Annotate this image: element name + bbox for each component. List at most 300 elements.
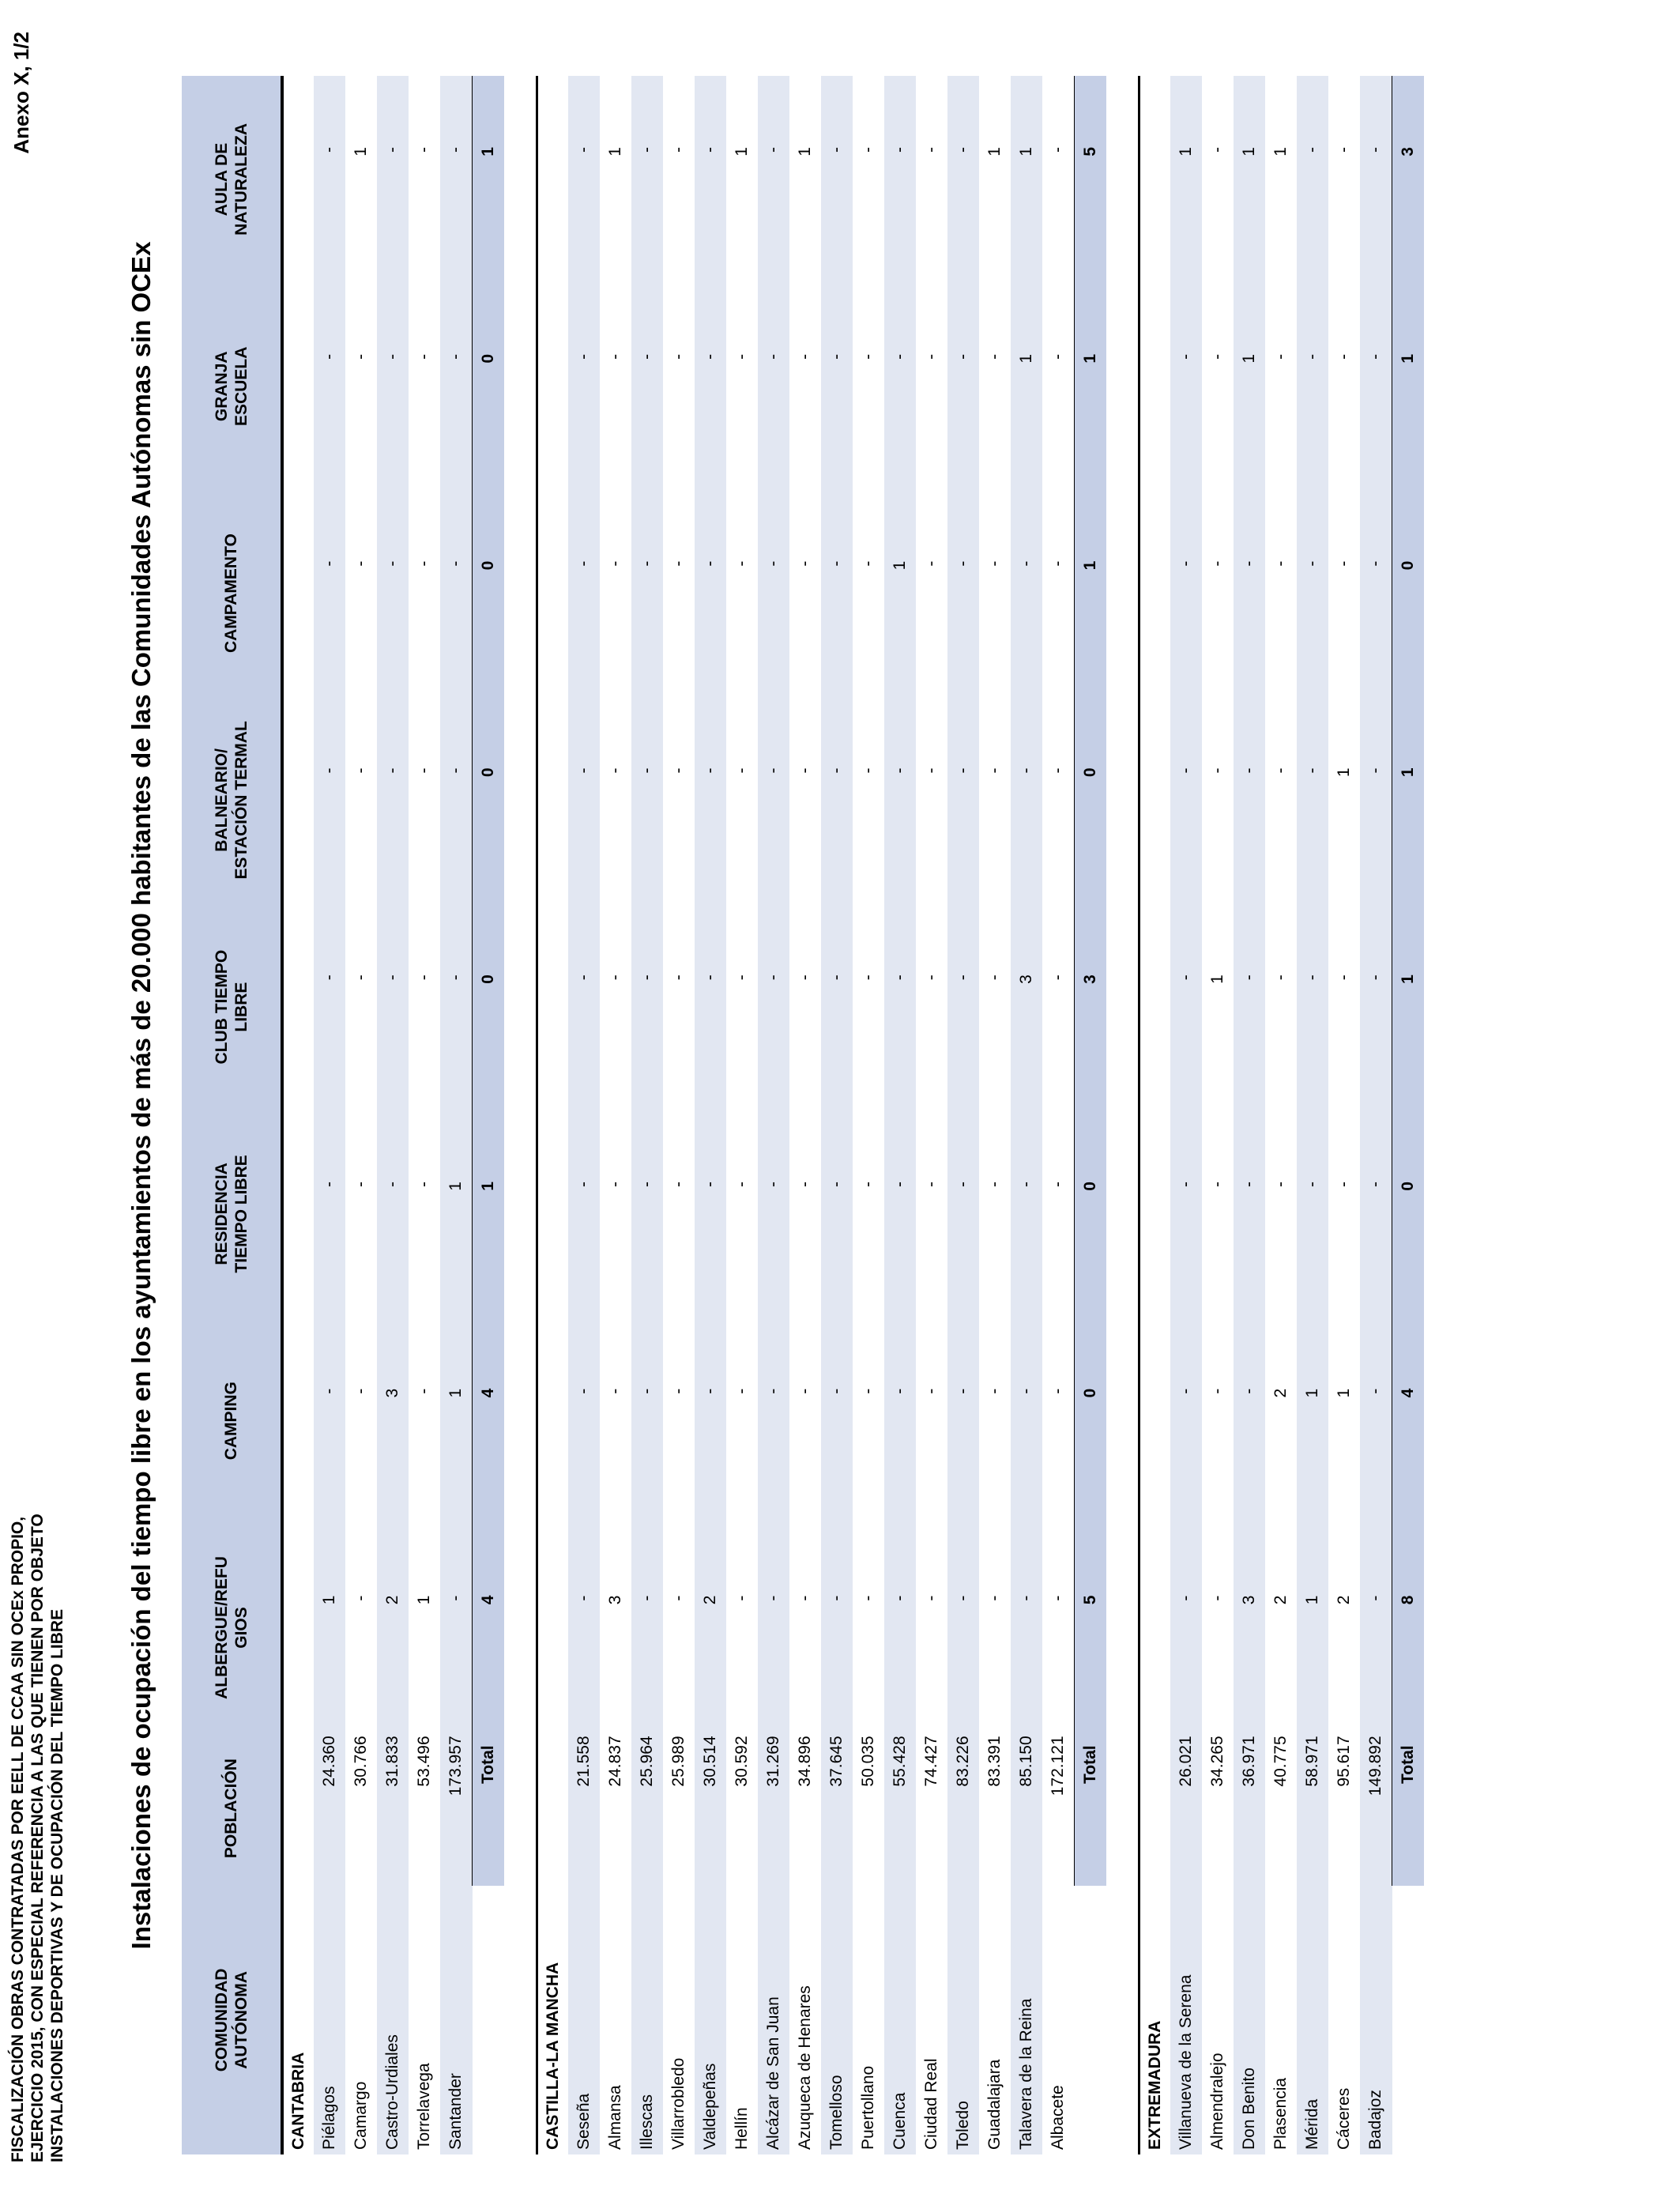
count-cell: - bbox=[922, 147, 940, 153]
count-cell: - bbox=[352, 560, 370, 567]
total-cell: 4 bbox=[473, 1525, 505, 1732]
count-cell: 1 bbox=[440, 1110, 473, 1318]
municipality-name: Guadalajara bbox=[985, 2059, 1004, 2150]
header-line: FISCALIZACIÓN OBRAS CONTRATADAS POR EELL DE CCAA SIN OCEx PROPIO, bbox=[9, 1516, 27, 2162]
count-cell: - bbox=[985, 1182, 1004, 1188]
count-cell: - bbox=[1170, 1318, 1202, 1525]
count-cell: 1 bbox=[1297, 1525, 1328, 1732]
total-cell: 0 bbox=[1392, 1110, 1425, 1318]
table-row bbox=[789, 76, 821, 2154]
count-cell: - bbox=[1360, 1525, 1392, 1732]
population-cell: 24.837 bbox=[606, 1736, 624, 1787]
header-camping: CAMPING bbox=[182, 1318, 282, 1525]
count-cell: - bbox=[947, 696, 979, 903]
count-cell: - bbox=[1271, 767, 1290, 774]
count-cell: - bbox=[1234, 696, 1265, 903]
count-cell: - bbox=[377, 696, 409, 903]
municipality-name: Albacete bbox=[1049, 2085, 1068, 2150]
count-cell: 2 bbox=[377, 1525, 409, 1732]
count-cell: - bbox=[606, 767, 624, 774]
count-cell: 1 bbox=[796, 147, 814, 156]
count-cell: - bbox=[1297, 903, 1328, 1110]
total-cell: 0 bbox=[1392, 490, 1425, 697]
count-cell: - bbox=[669, 1388, 687, 1394]
count-cell: - bbox=[758, 903, 789, 1110]
table-row bbox=[345, 76, 377, 2154]
count-cell: - bbox=[377, 903, 409, 1110]
municipality-name: Santander bbox=[440, 1886, 473, 2154]
count-cell: - bbox=[821, 1525, 853, 1732]
count-cell: - bbox=[1208, 767, 1226, 774]
count-cell: - bbox=[884, 1525, 916, 1732]
population-cell: 26.021 bbox=[1170, 1731, 1202, 1885]
count-cell: - bbox=[1234, 1110, 1265, 1318]
count-cell: 1 bbox=[1297, 1318, 1328, 1525]
count-cell: 3 bbox=[1011, 903, 1042, 1110]
spacer-row bbox=[1106, 76, 1139, 2154]
municipality-name: Plasencia bbox=[1271, 2077, 1290, 2150]
population-cell: 21.558 bbox=[568, 1731, 600, 1885]
count-cell: - bbox=[821, 1318, 853, 1525]
count-cell: - bbox=[821, 283, 853, 490]
count-cell: - bbox=[695, 490, 726, 697]
count-cell: 1 bbox=[1011, 76, 1042, 283]
municipality-name: Almansa bbox=[606, 2085, 624, 2150]
count-cell: - bbox=[631, 696, 663, 903]
count-cell: - bbox=[985, 1595, 1004, 1601]
count-cell: - bbox=[1049, 1182, 1067, 1188]
table-row bbox=[821, 76, 853, 2154]
count-cell: - bbox=[947, 1318, 979, 1525]
population-cell: 83.226 bbox=[947, 1731, 979, 1885]
count-cell: - bbox=[352, 767, 370, 774]
count-cell: - bbox=[606, 974, 624, 981]
count-cell: 2 bbox=[1271, 1595, 1290, 1605]
table-row bbox=[979, 76, 1011, 2154]
total-cell: 1 bbox=[1075, 490, 1107, 697]
count-cell: - bbox=[377, 283, 409, 490]
count-cell: - bbox=[947, 76, 979, 283]
header-aula: AULA DE NATURALEZA bbox=[182, 76, 282, 283]
header-albergue: ALBERGUE/REFU GIOS bbox=[182, 1525, 282, 1732]
count-cell: - bbox=[669, 767, 687, 774]
count-cell: - bbox=[733, 1595, 751, 1601]
count-cell: - bbox=[985, 974, 1004, 981]
count-cell: - bbox=[1360, 1110, 1392, 1318]
count-cell: - bbox=[568, 490, 600, 697]
count-cell: - bbox=[415, 1388, 433, 1394]
count-cell: 1 bbox=[606, 147, 624, 156]
table-row bbox=[695, 76, 726, 2154]
count-cell: - bbox=[859, 1388, 877, 1394]
header-club: CLUB TIEMPO LIBRE bbox=[182, 903, 282, 1110]
count-cell: - bbox=[859, 767, 877, 774]
count-cell: - bbox=[985, 1388, 1004, 1394]
count-cell: 1 bbox=[1234, 76, 1265, 283]
municipality-name: Talavera de la Reina bbox=[1011, 1886, 1042, 2154]
population-cell: 149.892 bbox=[1360, 1731, 1392, 1885]
population-cell: 30.514 bbox=[695, 1731, 726, 1885]
count-cell: - bbox=[947, 283, 979, 490]
count-cell: - bbox=[947, 1110, 979, 1318]
count-cell: - bbox=[796, 974, 814, 981]
count-cell: - bbox=[695, 1110, 726, 1318]
count-cell: - bbox=[859, 974, 877, 981]
count-cell: - bbox=[1271, 560, 1290, 567]
count-cell: - bbox=[796, 1182, 814, 1188]
count-cell: - bbox=[1335, 147, 1353, 153]
count-cell: - bbox=[859, 147, 877, 153]
table-row bbox=[1170, 76, 1202, 2154]
count-cell: - bbox=[985, 353, 1004, 360]
municipality-name: Castro-Urdiales bbox=[377, 1886, 409, 2154]
count-cell: - bbox=[352, 1595, 370, 1601]
table-row bbox=[726, 76, 758, 2154]
count-cell: 1 bbox=[1011, 283, 1042, 490]
count-cell: - bbox=[922, 1388, 940, 1394]
municipality-name: Villanueva de la Serena bbox=[1170, 1886, 1202, 2154]
count-cell: - bbox=[884, 903, 916, 1110]
table-row bbox=[1328, 76, 1360, 2154]
population-cell: 25.964 bbox=[631, 1731, 663, 1885]
total-row bbox=[1075, 76, 1107, 2154]
count-cell: - bbox=[1360, 283, 1392, 490]
population-cell: 173.957 bbox=[440, 1731, 473, 1885]
table-row bbox=[409, 76, 440, 2154]
count-cell: - bbox=[631, 283, 663, 490]
total-row bbox=[1392, 76, 1425, 2154]
header-line: EJERCICIO 2015, CON ESPECIAL REFERENCIA A LAS QUE TIENEN POR OBJETO bbox=[28, 1514, 47, 2162]
count-cell: - bbox=[440, 490, 473, 697]
count-cell: - bbox=[695, 283, 726, 490]
count-cell: - bbox=[352, 1182, 370, 1188]
header-ca: COMUNIDAD AUTÓNOMA bbox=[182, 1886, 282, 2154]
count-cell: - bbox=[758, 696, 789, 903]
count-cell: - bbox=[796, 353, 814, 360]
population-cell: 34.896 bbox=[796, 1736, 814, 1787]
table-row bbox=[1265, 76, 1297, 2154]
region-row bbox=[282, 76, 314, 2154]
spacer-row bbox=[504, 76, 537, 2154]
count-cell: 3 bbox=[606, 1595, 624, 1605]
count-cell: - bbox=[947, 1525, 979, 1732]
count-cell: - bbox=[758, 283, 789, 490]
count-cell: - bbox=[922, 767, 940, 774]
count-cell: - bbox=[1297, 283, 1328, 490]
population-cell: 30.592 bbox=[733, 1736, 751, 1787]
region-row bbox=[537, 76, 569, 2154]
table-row bbox=[884, 76, 916, 2154]
total-cell: 0 bbox=[1075, 1318, 1107, 1525]
count-cell: - bbox=[922, 1595, 940, 1601]
count-cell: - bbox=[1049, 1388, 1067, 1394]
count-cell: - bbox=[884, 76, 916, 283]
count-cell: - bbox=[606, 353, 624, 360]
count-cell: - bbox=[1297, 1110, 1328, 1318]
count-cell: - bbox=[695, 76, 726, 283]
population-cell: 55.428 bbox=[884, 1731, 916, 1885]
municipality-name: Seseña bbox=[568, 1886, 600, 2154]
region-row bbox=[1139, 76, 1171, 2154]
count-cell: 1 bbox=[440, 1318, 473, 1525]
table-row bbox=[1202, 76, 1234, 2154]
table-row bbox=[631, 76, 663, 2154]
population-cell: 30.766 bbox=[352, 1736, 370, 1787]
count-cell: - bbox=[1335, 560, 1353, 567]
count-cell: - bbox=[314, 490, 345, 697]
region-name: CANTABRIA bbox=[282, 76, 314, 2154]
municipality-name: Torrelavega bbox=[415, 2063, 433, 2150]
count-cell: - bbox=[821, 1110, 853, 1318]
total-cell: 0 bbox=[473, 903, 505, 1110]
count-cell: - bbox=[922, 353, 940, 360]
count-cell: 1 bbox=[1335, 767, 1353, 778]
count-cell: - bbox=[859, 1182, 877, 1188]
count-cell: - bbox=[669, 353, 687, 360]
count-cell: - bbox=[1170, 696, 1202, 903]
total-cell: 1 bbox=[1075, 283, 1107, 490]
population-cell: 85.150 bbox=[1011, 1731, 1042, 1885]
municipality-name: Hellín bbox=[733, 2107, 751, 2150]
count-cell: - bbox=[631, 76, 663, 283]
region-name: EXTREMADURA bbox=[1139, 76, 1171, 2154]
count-cell: - bbox=[568, 283, 600, 490]
count-cell: 1 bbox=[415, 1595, 433, 1605]
count-cell: - bbox=[1234, 490, 1265, 697]
municipality-name: Illescas bbox=[631, 1886, 663, 2154]
count-cell: - bbox=[733, 560, 751, 567]
header-population: POBLACIÓN bbox=[182, 1731, 282, 1885]
count-cell: - bbox=[796, 1388, 814, 1394]
population-cell: 40.775 bbox=[1271, 1736, 1290, 1787]
population-cell: 74.427 bbox=[922, 1736, 940, 1787]
population-cell: 95.617 bbox=[1335, 1736, 1353, 1787]
table-header-row bbox=[182, 76, 282, 2154]
count-cell: - bbox=[314, 76, 345, 283]
header-line: INSTALACIONES DEPORTIVAS Y DE OCUPACIÓN DEL TIEMPO LIBRE bbox=[48, 1608, 66, 2162]
population-cell: 50.035 bbox=[859, 1736, 877, 1787]
count-cell: 2 bbox=[695, 1525, 726, 1732]
header-residencia: RESIDENCIA TIEMPO LIBRE bbox=[182, 1110, 282, 1318]
total-cell: 0 bbox=[473, 283, 505, 490]
municipality-name: Cuenca bbox=[884, 1886, 916, 2154]
total-label: Total bbox=[473, 1731, 505, 1885]
count-cell: - bbox=[1049, 560, 1067, 567]
count-cell: 1 bbox=[985, 147, 1004, 156]
municipality-name: Toledo bbox=[947, 1886, 979, 2154]
count-cell: - bbox=[1049, 974, 1067, 981]
count-cell: - bbox=[1271, 974, 1290, 981]
count-cell: - bbox=[821, 696, 853, 903]
count-cell: - bbox=[631, 903, 663, 1110]
count-cell: - bbox=[1208, 1182, 1226, 1188]
count-cell: - bbox=[415, 974, 433, 981]
count-cell: - bbox=[695, 903, 726, 1110]
table-row bbox=[377, 76, 409, 2154]
count-cell: - bbox=[1297, 76, 1328, 283]
table-row bbox=[663, 76, 695, 2154]
count-cell: - bbox=[796, 767, 814, 774]
count-cell: - bbox=[947, 490, 979, 697]
count-cell: - bbox=[352, 1388, 370, 1394]
count-cell: - bbox=[1335, 353, 1353, 360]
population-cell: 31.269 bbox=[758, 1731, 789, 1885]
count-cell: - bbox=[758, 1525, 789, 1732]
municipality-name: Almendralejo bbox=[1208, 2053, 1226, 2150]
count-cell: - bbox=[1208, 147, 1226, 153]
count-cell: - bbox=[821, 76, 853, 283]
municipality-name: Puertollano bbox=[859, 2065, 877, 2150]
municipality-name: Alcázar de San Juan bbox=[758, 1886, 789, 2154]
population-cell: 31.833 bbox=[377, 1731, 409, 1885]
count-cell: - bbox=[568, 903, 600, 1110]
count-cell: - bbox=[1271, 353, 1290, 360]
count-cell: - bbox=[606, 560, 624, 567]
count-cell: - bbox=[440, 1525, 473, 1732]
count-cell: 3 bbox=[377, 1318, 409, 1525]
count-cell: - bbox=[859, 1595, 877, 1601]
count-cell: - bbox=[1271, 1182, 1290, 1188]
count-cell: 1 bbox=[884, 490, 916, 697]
count-cell: - bbox=[314, 1318, 345, 1525]
municipality-name: Ciudad Real bbox=[922, 2058, 940, 2150]
count-cell: - bbox=[922, 974, 940, 981]
count-cell: - bbox=[1011, 696, 1042, 903]
count-cell: - bbox=[733, 1388, 751, 1394]
count-cell: - bbox=[1170, 903, 1202, 1110]
total-row bbox=[473, 76, 505, 2154]
table-row bbox=[1234, 76, 1265, 2154]
count-cell: - bbox=[1360, 1318, 1392, 1525]
count-cell: - bbox=[1011, 1525, 1042, 1732]
table-row bbox=[758, 76, 789, 2154]
count-cell: - bbox=[695, 696, 726, 903]
count-cell: - bbox=[1170, 490, 1202, 697]
population-cell: 25.989 bbox=[669, 1736, 687, 1787]
total-cell: 1 bbox=[473, 76, 505, 283]
count-cell: - bbox=[733, 353, 751, 360]
count-cell: 1 bbox=[1170, 76, 1202, 283]
count-cell: - bbox=[1049, 767, 1067, 774]
count-cell: - bbox=[568, 1525, 600, 1732]
total-cell: 4 bbox=[1392, 1318, 1425, 1525]
municipality-name: Cáceres bbox=[1335, 2087, 1353, 2150]
page-title: Instalaciones de ocupación del tiempo libre en los ayuntamientos de más de 20.000 habitantes de las Comunidades Autónomas sin OCEx bbox=[126, 241, 156, 1950]
count-cell: - bbox=[1297, 696, 1328, 903]
count-cell: - bbox=[606, 1388, 624, 1394]
count-cell: - bbox=[377, 76, 409, 283]
count-cell: - bbox=[440, 283, 473, 490]
count-cell: - bbox=[1360, 903, 1392, 1110]
count-cell: - bbox=[821, 903, 853, 1110]
total-cell: 0 bbox=[1075, 696, 1107, 903]
count-cell: - bbox=[314, 283, 345, 490]
count-cell: 1 bbox=[1335, 1388, 1353, 1398]
count-cell: - bbox=[859, 560, 877, 567]
count-cell: - bbox=[606, 1182, 624, 1188]
population-cell: 58.971 bbox=[1297, 1731, 1328, 1885]
count-cell: - bbox=[1360, 696, 1392, 903]
table-row bbox=[1042, 76, 1075, 2154]
count-cell: - bbox=[377, 490, 409, 697]
count-cell: 1 bbox=[314, 1525, 345, 1732]
municipality-name: Valdepeñas bbox=[695, 1886, 726, 2154]
count-cell: - bbox=[1208, 560, 1226, 567]
total-cell: 5 bbox=[1075, 76, 1107, 283]
count-cell: - bbox=[631, 490, 663, 697]
count-cell: - bbox=[947, 903, 979, 1110]
count-cell: - bbox=[1335, 974, 1353, 981]
total-cell: 3 bbox=[1392, 76, 1425, 283]
count-cell: - bbox=[758, 76, 789, 283]
municipality-name: Villarrobledo bbox=[669, 2057, 687, 2150]
table-row bbox=[600, 76, 631, 2154]
count-cell: - bbox=[415, 353, 433, 360]
total-cell: 5 bbox=[1075, 1525, 1107, 1732]
count-cell: - bbox=[884, 1110, 916, 1318]
count-cell: - bbox=[859, 353, 877, 360]
total-cell: 0 bbox=[1075, 1110, 1107, 1318]
table-row bbox=[853, 76, 884, 2154]
count-cell: - bbox=[1234, 903, 1265, 1110]
municipality-name: Tomelloso bbox=[821, 1886, 853, 2154]
count-cell: - bbox=[758, 490, 789, 697]
count-cell: - bbox=[758, 1110, 789, 1318]
count-cell: - bbox=[669, 147, 687, 153]
municipality-name: Azuqueca de Henares bbox=[796, 1985, 814, 2150]
municipality-name: Badajoz bbox=[1360, 1886, 1392, 2154]
municipality-name: Piélagos bbox=[314, 1886, 345, 2154]
count-cell: - bbox=[1011, 1110, 1042, 1318]
count-cell: - bbox=[1011, 1318, 1042, 1525]
count-cell: - bbox=[377, 1110, 409, 1318]
count-cell: - bbox=[821, 490, 853, 697]
table-row bbox=[1297, 76, 1328, 2154]
count-cell: - bbox=[568, 1318, 600, 1525]
count-cell: - bbox=[1049, 353, 1067, 360]
table-row bbox=[440, 76, 473, 2154]
count-cell: - bbox=[796, 560, 814, 567]
count-cell: 3 bbox=[1234, 1525, 1265, 1732]
count-cell: - bbox=[1049, 1595, 1067, 1601]
total-cell: 8 bbox=[1392, 1525, 1425, 1732]
count-cell: - bbox=[1011, 490, 1042, 697]
total-cell: 0 bbox=[473, 490, 505, 697]
total-cell: 3 bbox=[1075, 903, 1107, 1110]
total-blank bbox=[1075, 1886, 1107, 2154]
total-cell: 1 bbox=[473, 1110, 505, 1318]
count-cell: - bbox=[440, 696, 473, 903]
count-cell: - bbox=[922, 1182, 940, 1188]
total-cell: 1 bbox=[1392, 903, 1425, 1110]
count-cell: - bbox=[1360, 76, 1392, 283]
header-campamento: CAMPAMENTO bbox=[182, 490, 282, 697]
count-cell: - bbox=[1360, 490, 1392, 697]
count-cell: 1 bbox=[733, 147, 751, 156]
population-cell: 83.391 bbox=[985, 1736, 1004, 1787]
count-cell: - bbox=[1208, 1388, 1226, 1394]
count-cell: 1 bbox=[352, 147, 370, 156]
count-cell: 1 bbox=[1271, 147, 1290, 156]
count-cell: - bbox=[796, 1595, 814, 1601]
table-row bbox=[1360, 76, 1392, 2154]
count-cell: 1 bbox=[1234, 283, 1265, 490]
count-cell: - bbox=[1208, 353, 1226, 360]
count-cell: - bbox=[415, 1182, 433, 1188]
count-cell: - bbox=[1234, 1318, 1265, 1525]
population-cell: 34.265 bbox=[1208, 1736, 1226, 1787]
table-row bbox=[568, 76, 600, 2154]
